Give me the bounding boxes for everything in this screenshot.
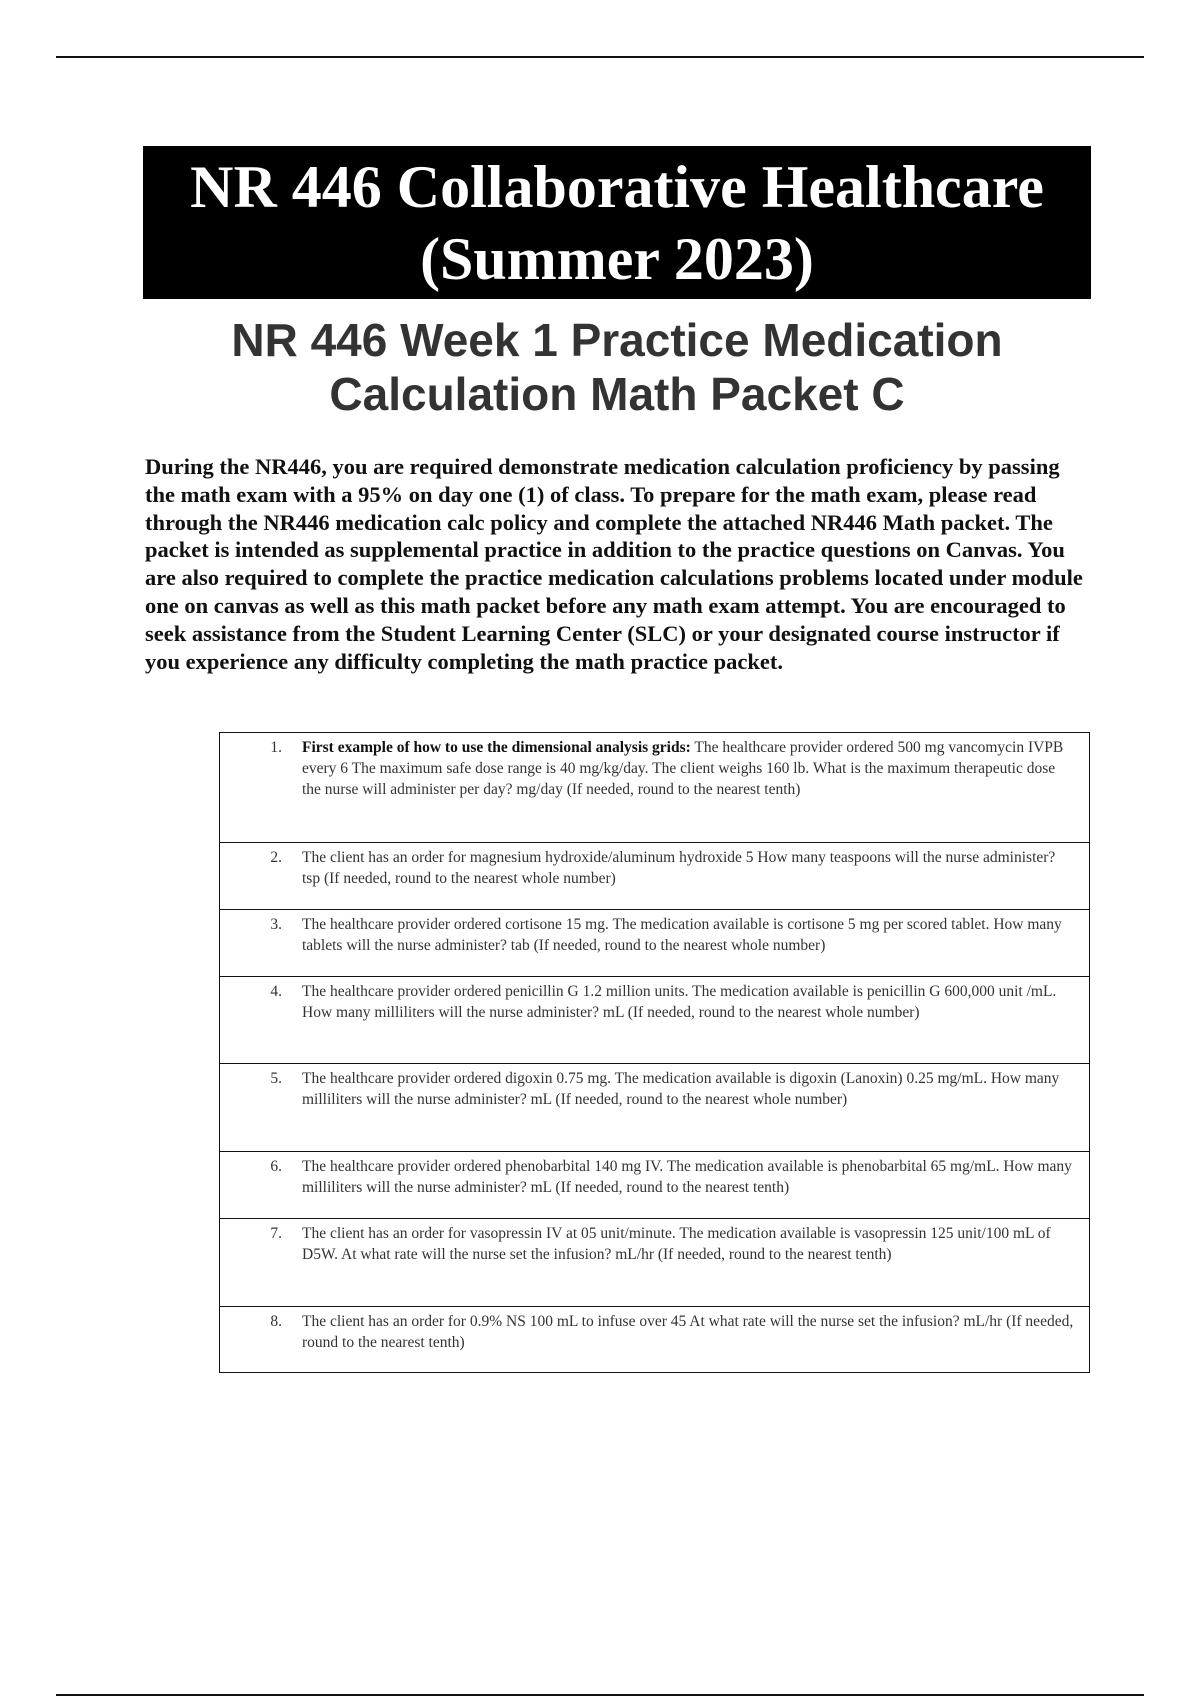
question-row-8 <box>220 1306 1089 1372</box>
question-row-1 <box>220 733 1089 842</box>
question-text: The healthcare provider ordered phenobarbital 140 mg IV. The medication available is phenobarbital 65 mg/mL. How many milliliters will the nurse administer? mL (If needed, round to the nearest tenth) <box>302 1158 1072 1196</box>
question-row-7 <box>220 1218 1089 1306</box>
question-number: 1. <box>270 739 282 756</box>
question-text: The client has an order for 0.9% NS 100 mL to infuse over 45 At what rate will the nurse set the infusion? mL/hr (If needed, round to the nearest tenth) <box>302 1313 1074 1351</box>
subtitle-line2: Calculation Math Packet C <box>329 368 905 420</box>
question-row-5 <box>220 1063 1089 1151</box>
question-number: 5. <box>270 1070 282 1087</box>
top-rule <box>56 56 1144 58</box>
question-lead: First example of how to use the dimensional analysis grids: <box>302 739 691 756</box>
question-text: The healthcare provider ordered digoxin 0.75 mg. The medication available is digoxin (Lanoxin) 0.25 mg/mL. How many milliliters will the nurse administer? mL (If needed, round to the nearest whole number) <box>302 1070 1060 1108</box>
intro-paragraph: During the NR446, you are required demonstrate medication calculation proficiency by passing the math exam with a 95% on day one (1) of class. To prepare for the math exam, please read through the NR446 medication calc policy and complete the attached NR446 Math packet. The packet is intended as supplemental practice in addition to the practice questions on Canvas. You are also required to complete the practice medication calculations problems located under module one on canvas as well as this math packet before any math exam attempt. You are encouraged to seek assistance from the Student Learning Center (SLC) or your designated course instructor if you experience any difficulty completing the math practice packet. <box>145 454 1083 674</box>
banner-title <box>190 151 1044 295</box>
question-row-4 <box>220 976 1089 1063</box>
question-text: The client has an order for vasopressin IV at 05 unit/minute. The medication available is vasopressin 125 unit/100 mL of D5W. At what rate will the nurse set the infusion? mL/hr (If needed, round to the nearest tenth) <box>302 1225 1051 1263</box>
question-text: The healthcare provider ordered cortisone 15 mg. The medication available is cortisone 5 mg per scored tablet. How many tablets will the nurse administer? tab (If needed, round to the nearest whole number) <box>302 916 1062 954</box>
document-subtitle <box>143 313 1091 421</box>
question-text: The healthcare provider ordered penicillin G 1.2 million units. The medication available is penicillin G 600,000 unit /mL. How many milliliters will the nurse administer? mL (If needed, round to the nearest whole number) <box>302 983 1057 1021</box>
question-text <box>302 737 1075 800</box>
banner-title-line1: NR 446 Collaborative Healthcare <box>190 153 1044 220</box>
question-row-6 <box>220 1151 1089 1218</box>
question-number: 8. <box>270 1313 282 1330</box>
question-row-3 <box>220 909 1089 976</box>
question-number: 6. <box>270 1158 282 1175</box>
question-number: 4. <box>270 983 282 1000</box>
question-body: The healthcare provider ordered 500 mg vancomycin IVPB every 6 The maximum safe dose range is 40 mg/kg/day. The client weighs 160 lb. What is the maximum therapeutic dose the nurse will administer per day? mg/day (If needed, round to the nearest tenth) <box>302 739 1064 798</box>
question-text: The client has an order for magnesium hydroxide/aluminum hydroxide 5 How many teaspoons will the nurse administer? tsp (If needed, round to the nearest whole number) <box>302 849 1056 887</box>
questions-table <box>219 732 1090 1373</box>
question-number: 3. <box>270 916 282 933</box>
question-number: 2. <box>270 849 282 866</box>
subtitle-line1: NR 446 Week 1 Practice Medication <box>231 314 1003 366</box>
bottom-rule <box>56 1694 1144 1696</box>
question-number: 7. <box>270 1225 282 1242</box>
course-banner <box>143 146 1091 299</box>
banner-title-line2: (Summer 2023) <box>420 225 814 292</box>
question-row-2 <box>220 842 1089 909</box>
